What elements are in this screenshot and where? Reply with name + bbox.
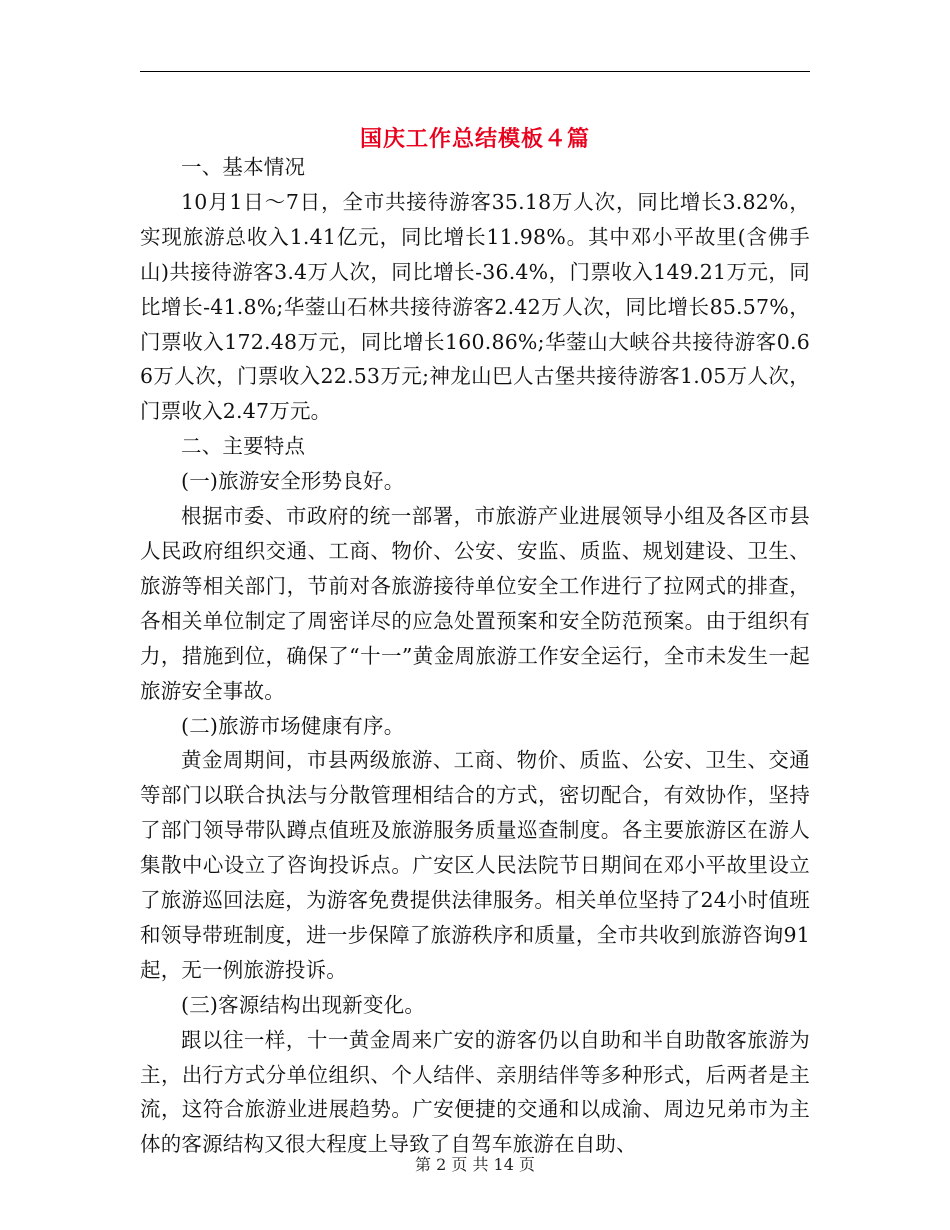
- subheading-market: (二)旅游市场健康有序。: [181, 713, 405, 738]
- subheading-visitor-source: (三)客源结构出现新变化。: [181, 992, 426, 1017]
- document-title: 国庆工作总结模板４篇: [359, 125, 590, 152]
- section-heading-features: 二、主要特点: [181, 434, 306, 459]
- subheading-safety: (一)旅游安全形势良好。: [181, 469, 405, 494]
- paragraph-market: 黄金周期间，市县两级旅游、工商、物价、质监、公安、卫生、交通等部门以联合执法与分散管理相结合的方式，密切配合，有效协作，坚持了部门领导带队蹲点值班及旅游服务质量巡查制度。各主要旅游区在游人集散中心设立了咨询投诉点。广安区人民法院节日期间在邓小平故里设立了旅游巡回法庭，为游客免费提供法律服务。相关单位坚持了24小时值班和领导带班制度，进一步保障了旅游秩序和质量，全市共收到旅游咨询91起，无一例旅游投诉。: [140, 748, 810, 982]
- paragraph-safety: 根据市委、市政府的统一部署，市旅游产业进展领导小组及各区市县人民政府组织交通、工商、物价、公安、安监、质监、规划建设、卫生、旅游等相关部门，节前对各旅游接待单位安全工作进行了拉网式的排查，各相关单位制定了周密详尽的应急处置预案和安全防范预案。由于组织有力，措施到位，确保了“十一”黄金周旅游工作安全运行，全市未发生一起旅游安全事故。: [140, 504, 810, 703]
- page-number-footer: 第 2 页 共 14 页: [415, 1155, 535, 1174]
- paragraph-basic-stats: 10月1日～7日，全市共接待游客35.18万人次，同比增长3.82%，实现旅游总收入1.41亿元，同比增长11.98%。其中邓小平故里(含佛手山)共接待游客3.4万人次，同比增长-36.4%，门票收入149.21万元，同比增长-41.8%;华蓥山石林共接待游客2.42万人次，同比增长85.57%，门票收入172.48万元，同比增长160.86%;华蓥山大峡谷共接待游客0.66万人次，门票收入22.53万元;神龙山巴人古堡共接待游客1.05万人次，门票收入2.47万元。: [140, 189, 810, 424]
- document-body: [140, 150, 810, 1162]
- paragraph-visitor-source: 跟以往一样，十一黄金周来广安的游客仍以自助和半自助散客旅游为主，出行方式分单位组织、个人结伴、亲朋结伴等多种形式，后两者是主流，这符合旅游业进展趋势。广安便捷的交通和以成渝、周边兄弟市为主体的客源结构又很大程度上导致了自驾车旅游在自助、: [140, 1027, 810, 1157]
- section-heading-basic: 一、基本情况: [181, 155, 306, 179]
- header-rule: [140, 71, 810, 72]
